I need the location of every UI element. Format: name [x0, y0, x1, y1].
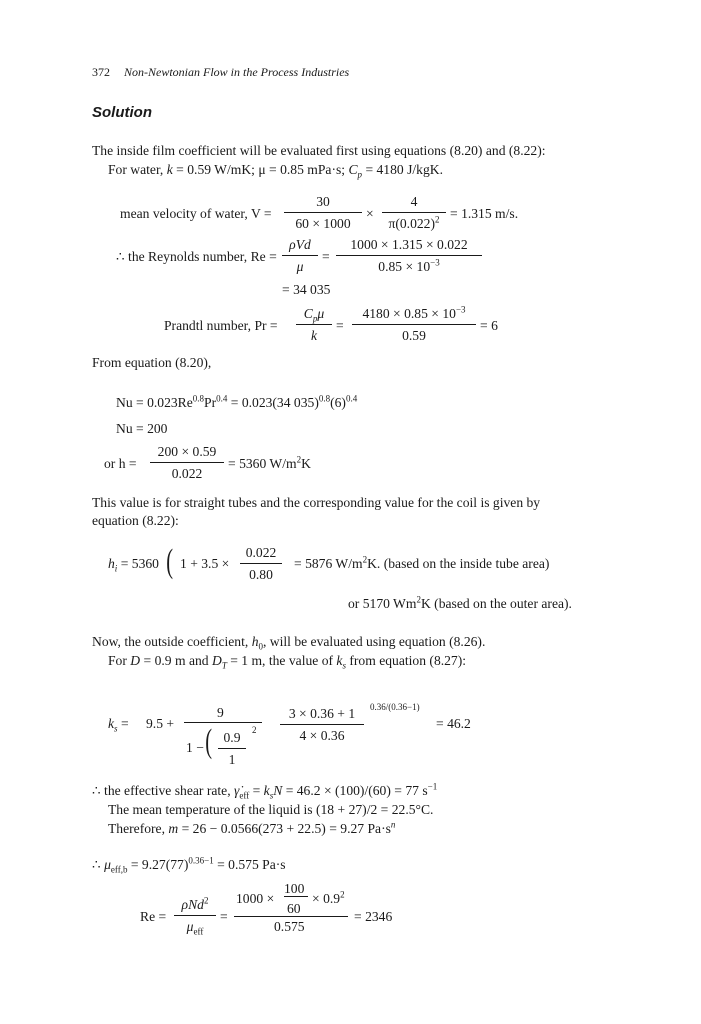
solution-heading: Solution — [92, 104, 152, 121]
reynolds-fraction-1: ρVd μ — [282, 237, 318, 275]
re2-fraction-1: ρNd$^2$ $\mu_{eff}$ — [174, 897, 216, 935]
ks-intro-text: For D = 0.9 m and $D_T = 1$ m, the value of $k_s$ from equation (8.27): — [108, 653, 467, 671]
reynolds-result: = 34 035 — [282, 282, 331, 297]
reynolds-equals: = — [322, 249, 330, 264]
velocity-label: mean velocity of water, V = — [120, 206, 272, 221]
velocity-fraction-2: $\frac{4}{\pi(0.022)^2}$ — [382, 194, 446, 232]
prandtl-equals: = — [336, 318, 344, 333]
hi-result: = 5876 $W/m^2K$. (based on the inside tube area) — [294, 554, 550, 571]
water-properties: For water, k = 0.59 W/mK; μ = 0.85 mPa·s; $C_p = 4180$ J/kgK. — [108, 162, 443, 180]
h-result: = 5360 $W/m^2K$ — [228, 454, 311, 471]
hi-inner: 1 + 3.5 × — [180, 556, 230, 571]
nusselt-correlation: $Nu = 0.023Re^{0.8}Pr^{0.4} = 0.023(34$ $035)^{0.8}(6)^{0.4}$ — [116, 393, 358, 410]
re2-main-bar — [234, 916, 348, 917]
ks-fraction-2: $\frac{3 \times 0.36 + 1}{4 \times 0.36}$ — [280, 706, 364, 744]
running-header — [92, 66, 349, 78]
reynolds-fraction-2: $\frac{1000 \times 1.315 \times 0.022}{0.85 \times 10^{-3}}$ — [336, 237, 482, 275]
re2-mid-a: 1000 × — [236, 891, 275, 906]
shear-rate-text: ∴ the effective shear rate, $\gammȧ_{eff} = k_sN = 46.2 \times (100)/(60) = 77$ $s^{-1}$ — [92, 781, 438, 801]
prandtl-result: = 6 — [480, 318, 498, 333]
re2-den: 0.575 — [274, 919, 305, 934]
prandtl-label: Prandtl number, Pr = — [164, 318, 278, 333]
left-paren: ( — [166, 543, 174, 580]
ks-base: 9.5 + — [146, 716, 175, 731]
ks-label: $k_s$ = — [108, 716, 129, 734]
effective-viscosity: ∴ $\mu_{eff,b} = 9.27(77)^{0.36-1} = 0.575$ Pa·s — [92, 855, 286, 875]
ks-inner-fraction: $\frac{0.9}{1}$ — [218, 730, 246, 768]
re2-result: = 2346 — [354, 909, 393, 924]
re2-small-bar — [284, 896, 308, 897]
paragraph-coil-2: equation (8.22): — [92, 513, 179, 528]
ks-left-paren: ( — [205, 723, 213, 760]
paragraph-intro: The inside film coefficient will be evaluated first using equations (8.20) and (8.22): — [92, 143, 546, 158]
ks-num-9: 9 — [217, 705, 224, 720]
re2-mid-den: 60 — [287, 901, 301, 916]
hi-outer-area: or 5170 Wm$^2$K (based on the outer area). — [348, 594, 572, 611]
hi-fraction: $\frac{0.022}{0.80}$ — [240, 545, 282, 583]
ks-result: = 46.2 — [436, 716, 471, 731]
running-title: Non-Newtonian Flow in the Process Industries — [124, 65, 350, 79]
ks-exponent: 0.36/(0.36−1) — [370, 702, 420, 712]
from-equation: From equation (8.20), — [92, 355, 212, 370]
velocity-result: = 1.315 m/s. — [450, 206, 519, 221]
ks-main-fraction-bar — [184, 722, 262, 723]
re2-mid-b: × $0.9^2$ — [312, 889, 345, 906]
page-number: 372 — [92, 65, 110, 79]
re2-top-num: 100 — [284, 881, 305, 896]
velocity-fraction-1: $\frac{30}{60 \times 1000}$ — [284, 194, 362, 232]
ks-one-minus: 1 − — [186, 740, 204, 755]
re2-equals: = — [220, 909, 228, 924]
hi-label: $h_i = 5360$ — [108, 556, 159, 574]
prandtl-fraction-2: $\frac{4180 \times 0.85 \times 10^{-3}}{0.59}$ — [352, 306, 476, 344]
consistency-text: Therefore, m = 26 − 0.0566(273 + 22.5) = 9.27 $Pa\cdot s^n$ — [108, 819, 396, 836]
nusselt-value: Nu = 200 — [116, 421, 168, 436]
mean-temperature-text: The mean temperature of the liquid is (18 + 27)/2 = 22.5°C. — [108, 802, 434, 817]
h-label: or h = — [104, 456, 137, 471]
prandtl-fraction-1: $C_p\mu$ k — [296, 306, 332, 344]
outside-coefficient-text: Now, the outside coefficient, $h_0$, will be evaluated using equation (8.26). — [92, 634, 486, 652]
re2-label: Re = — [140, 909, 167, 924]
h-fraction: $\frac{200 \times 0.59}{0.022}$ — [150, 444, 224, 482]
paragraph-coil-1: This value is for straight tubes and the corresponding value for the coil is given by — [92, 495, 541, 510]
ks-inner-sup: 2 — [252, 725, 257, 735]
reynolds-label: ∴ the Reynolds number, Re = — [116, 249, 277, 264]
velocity-times: × — [366, 206, 374, 221]
